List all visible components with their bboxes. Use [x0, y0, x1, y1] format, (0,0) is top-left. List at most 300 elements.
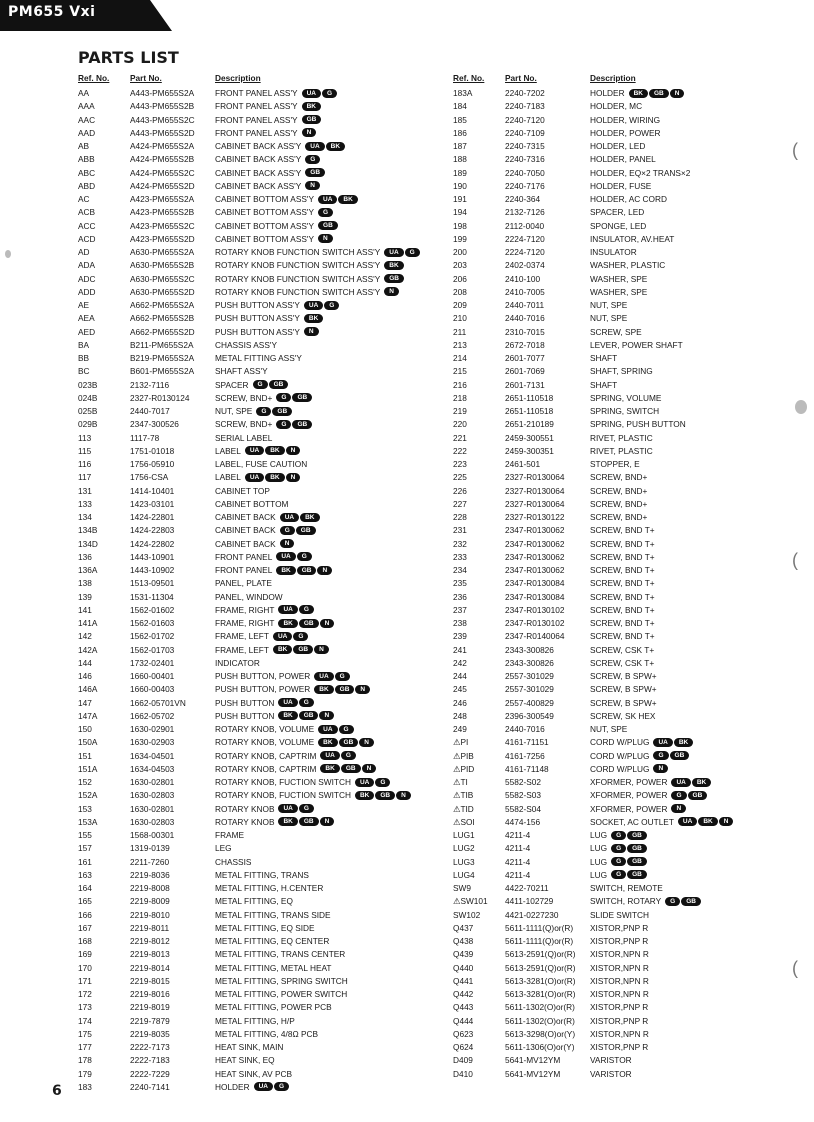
- ref-no: BC: [78, 366, 90, 377]
- region-badge: UA: [273, 632, 292, 641]
- header-ref: Ref. No.: [78, 73, 110, 83]
- region-badge: UA: [276, 552, 295, 561]
- region-tags: [314, 683, 371, 696]
- description: HOLDER: [590, 88, 625, 98]
- ref-no: Q442: [453, 989, 474, 999]
- description-cell: [590, 299, 627, 312]
- region-tags: [245, 445, 301, 458]
- region-badge: G: [274, 1082, 289, 1091]
- ref-no: ABD: [78, 180, 96, 191]
- description-cell: [590, 895, 702, 908]
- description-cell: [590, 670, 657, 683]
- table-row: [78, 140, 438, 153]
- table-row: [78, 909, 438, 922]
- region-tags: [280, 511, 321, 524]
- description-cell: [590, 750, 690, 763]
- part-no: 1634-04503: [130, 763, 175, 774]
- description: METAL FITTING, 4/8Ω PCB: [215, 1028, 319, 1039]
- description-cell: [215, 127, 317, 140]
- description: CABINET BOTTOM ASS'Y: [215, 207, 315, 218]
- description: LEVER, POWER SHAFT: [590, 339, 683, 350]
- table-row: [453, 180, 793, 193]
- part-no: 2240-7141: [130, 1081, 170, 1092]
- region-badge: GB: [302, 115, 322, 124]
- part-no: 5611-1302(O)or(R): [505, 1002, 575, 1013]
- ref-no: ACD: [78, 233, 96, 244]
- table-row: [78, 829, 438, 842]
- region-badge: G: [611, 870, 626, 879]
- table-row: [453, 1068, 793, 1081]
- region-tags: [318, 736, 375, 749]
- description-cell: [590, 697, 657, 710]
- region-badge: G: [299, 804, 314, 813]
- region-tags: [318, 206, 334, 219]
- description: PUSH BUTTON ASS'Y: [215, 300, 300, 310]
- description: CABINET BACK: [215, 525, 276, 536]
- ref-no: 215: [453, 366, 467, 377]
- table-row: [453, 445, 793, 458]
- ref-no: 220: [453, 419, 467, 430]
- part-no: 2219-7879: [130, 1015, 170, 1026]
- region-tags: [355, 776, 391, 789]
- description: SLIDE SWITCH: [590, 909, 650, 920]
- part-no: 1630-02801: [130, 777, 175, 787]
- ref-no: LUG1: [453, 830, 475, 840]
- description: METAL FITTING, EQ: [215, 896, 293, 907]
- region-tags: [278, 816, 335, 829]
- part-no: 2347-R0130084: [505, 591, 565, 602]
- description-cell: [590, 577, 655, 590]
- region-badge: GB: [339, 738, 359, 747]
- region-badge: UA: [305, 142, 324, 151]
- table-row: [453, 538, 793, 551]
- ref-no: 245: [453, 684, 467, 695]
- table-row: [453, 697, 793, 710]
- region-badge: G: [293, 632, 308, 641]
- region-badge: GB: [627, 857, 647, 866]
- description: SWITCH, ROTARY: [590, 896, 662, 907]
- table-row: [78, 405, 438, 418]
- part-no: B601-PM655S2A: [130, 366, 195, 377]
- part-no: 1424-22803: [130, 525, 175, 536]
- description: SCREW, BND T+: [590, 604, 655, 615]
- region-badge: G: [341, 751, 356, 760]
- description-cell: [215, 962, 331, 975]
- part-no: 1756-CSA: [130, 472, 169, 483]
- region-badge: N: [317, 566, 332, 575]
- description-cell: [215, 710, 335, 723]
- description: HOLDER, POWER: [590, 127, 661, 138]
- ref-no: 236: [453, 591, 467, 602]
- part-no: 2672-7018: [505, 339, 545, 350]
- description-cell: [590, 127, 661, 140]
- description-cell: [590, 286, 647, 299]
- region-tags: [276, 418, 313, 431]
- ref-no: 211: [453, 326, 467, 337]
- part-no: 5613-3281(O)or(R): [505, 975, 576, 986]
- part-no: 2347-R0130102: [505, 618, 565, 628]
- table-row: [78, 617, 438, 630]
- part-no: 1630-02803: [130, 790, 175, 801]
- description: SWITCH, REMOTE: [590, 883, 663, 893]
- region-badge: UA: [302, 89, 321, 98]
- table-row: [453, 206, 793, 219]
- description: SCREW, BND T+: [590, 578, 655, 589]
- description: SERIAL LABEL: [215, 432, 273, 443]
- part-no: 1531-11304: [130, 591, 174, 602]
- ref-no: 218: [453, 392, 467, 403]
- table-row: [78, 246, 438, 259]
- region-badge: UA: [304, 301, 323, 310]
- part-no: 1634-04501: [130, 750, 175, 761]
- description-cell: [590, 312, 627, 325]
- table-row: [78, 922, 438, 935]
- description-cell: [215, 697, 315, 710]
- ref-no: 164: [78, 883, 92, 893]
- description: STOPPER, E: [590, 459, 640, 469]
- description: CABINET BACK ASS'Y: [215, 180, 302, 191]
- part-no: A630-PM655S2B: [130, 260, 195, 271]
- part-no: 2440-7017: [130, 406, 170, 416]
- part-no: 2601-7077: [505, 353, 545, 363]
- region-badge: N: [305, 181, 320, 190]
- description: CABINET BACK: [215, 538, 276, 549]
- description-cell: [590, 365, 653, 378]
- ref-no: AEA: [78, 313, 95, 324]
- region-badge: BK: [355, 791, 374, 800]
- region-badge: UA: [318, 195, 337, 204]
- table-row: [78, 114, 438, 127]
- description: SCREW, B SPW+: [590, 697, 657, 708]
- table-row: [78, 842, 438, 855]
- part-no: 2240-7120: [505, 114, 545, 125]
- ref-no: 244: [453, 671, 467, 681]
- region-tags: [611, 829, 648, 842]
- part-no: 1630-02803: [130, 816, 175, 827]
- ref-no: 146: [78, 671, 92, 681]
- table-row: [453, 246, 793, 259]
- part-no: 4211-4: [505, 869, 531, 880]
- region-tags: [384, 286, 400, 299]
- description-cell: [590, 736, 694, 749]
- table-row: [78, 697, 438, 710]
- description: CABINET BOTTOM ASS'Y: [215, 233, 315, 244]
- ref-no: BB: [78, 353, 90, 363]
- table-row: [78, 418, 438, 431]
- part-no: 2219-8012: [130, 936, 170, 946]
- ref-no: 199: [453, 233, 467, 244]
- table-row: [78, 352, 438, 365]
- region-badge: N: [314, 645, 329, 654]
- description-cell: [590, 220, 646, 233]
- description: SCREW, SPE: [590, 326, 642, 337]
- description: SCREW, CSK T+: [590, 644, 655, 655]
- description-cell: [215, 339, 277, 352]
- description: ROTARY KNOB, CAPTRIM: [215, 750, 317, 761]
- ref-no: ABC: [78, 167, 96, 178]
- part-no: 2219-8036: [130, 869, 170, 880]
- region-badge: N: [302, 128, 317, 137]
- ref-no: 151: [78, 750, 92, 761]
- region-tags: [273, 644, 330, 657]
- region-tags: [629, 87, 686, 100]
- ref-no: Q444: [453, 1015, 474, 1026]
- ref-no: 025B: [78, 406, 98, 416]
- scan-mark: (: [792, 958, 798, 978]
- part-no: 2557-400829: [505, 697, 554, 708]
- ref-no: 188: [453, 154, 467, 165]
- table-row: [78, 736, 438, 749]
- description-cell: [215, 485, 270, 498]
- description-cell: [590, 524, 655, 537]
- description: METAL FITTING, TRANS: [215, 869, 309, 880]
- region-badge: G: [253, 380, 268, 389]
- part-no: 2219-8011: [130, 922, 170, 933]
- description-cell: [215, 471, 301, 484]
- region-badge: N: [719, 817, 734, 826]
- part-no: 1756-05910: [130, 459, 175, 469]
- description-cell: [215, 935, 329, 948]
- description: XISTOR,PNP R: [590, 1042, 649, 1052]
- ref-no: AE: [78, 300, 90, 310]
- part-no: 2310-7015: [505, 326, 545, 337]
- description: SHAFT ASS'Y: [215, 366, 268, 377]
- description-cell: [215, 1068, 292, 1081]
- description-cell: [215, 988, 347, 1001]
- region-badge: UA: [245, 473, 264, 482]
- region-badge: N: [396, 791, 411, 800]
- ref-no: Q438: [453, 936, 474, 946]
- region-badge: G: [299, 698, 314, 707]
- description: ROTARY KNOB FUNCTION SWITCH ASS'Y: [215, 260, 381, 271]
- table-row: [78, 577, 438, 590]
- table-row: [78, 1015, 438, 1028]
- ref-no: 178: [78, 1055, 92, 1066]
- ref-no: 191: [453, 194, 467, 204]
- part-no: 1319-0139: [130, 843, 170, 854]
- ref-no: 177: [78, 1042, 92, 1052]
- description-cell: [215, 233, 334, 246]
- part-no: 5611-1302(O)or(R): [505, 1015, 575, 1026]
- description-cell: [215, 816, 335, 829]
- part-no: 2219-8009: [130, 896, 170, 907]
- description: SCREW, SK HEX: [590, 710, 656, 721]
- region-badge: N: [280, 539, 295, 548]
- ref-no: 200: [453, 247, 467, 257]
- ref-no: 115: [78, 445, 92, 456]
- table-header: [453, 72, 793, 87]
- description-cell: [215, 114, 322, 127]
- description-cell: [590, 856, 648, 869]
- table-row: [78, 471, 438, 484]
- ref-no: 190: [453, 180, 467, 191]
- table-row: [453, 988, 793, 1001]
- part-no: 2410-100: [505, 273, 541, 284]
- region-badge: UA: [320, 751, 339, 760]
- table-row: [78, 445, 438, 458]
- description: CHASSIS: [215, 856, 252, 867]
- description: ROTARY KNOB FUNCTION SWITCH ASS'Y: [215, 286, 381, 297]
- table-row: [453, 962, 793, 975]
- description-cell: [215, 789, 412, 802]
- description-cell: [590, 975, 649, 988]
- part-no: 1562-01602: [130, 604, 175, 615]
- ref-no: 225: [453, 472, 467, 483]
- description-cell: [590, 935, 648, 948]
- part-no: 2601-7131: [505, 379, 545, 390]
- description: LABEL, FUSE CAUTION: [215, 459, 308, 469]
- ref-no: ⚠TI: [453, 777, 468, 787]
- region-badge: GB: [305, 168, 325, 177]
- description-cell: [590, 1054, 632, 1067]
- region-tags: [302, 87, 338, 100]
- description-cell: [590, 869, 648, 882]
- ref-no: 166: [78, 909, 92, 920]
- region-badge: N: [359, 738, 374, 747]
- region-tags: [320, 750, 356, 763]
- table-row: [453, 803, 793, 816]
- region-badge: UA: [278, 804, 297, 813]
- description-cell: [590, 644, 654, 657]
- description-cell: [590, 418, 686, 431]
- table-row: [453, 935, 793, 948]
- region-tags: [278, 617, 335, 630]
- ref-no: ADA: [78, 260, 96, 271]
- ref-no: 138: [78, 578, 92, 589]
- description-cell: [590, 485, 647, 498]
- table-row: [453, 1015, 793, 1028]
- part-no: 2347-R0130084: [505, 578, 565, 589]
- region-badge: GB: [292, 393, 312, 402]
- header-desc: Description: [215, 73, 261, 83]
- ref-no: 134B: [78, 525, 98, 536]
- part-no: 2396-300549: [505, 710, 554, 721]
- table-row: [453, 882, 793, 895]
- region-tags: [302, 100, 322, 113]
- region-badge: N: [355, 685, 370, 694]
- part-no: 1662-05701VN: [130, 697, 186, 708]
- ref-no: 147A: [78, 710, 98, 721]
- region-tags: [671, 789, 708, 802]
- part-no: 2240-7316: [505, 154, 545, 165]
- description: SPRING, VOLUME: [590, 392, 662, 403]
- part-no: 2327-R0130122: [505, 512, 565, 522]
- part-no: 5613-2591(Q)or(R): [505, 949, 576, 960]
- region-badge: GB: [688, 791, 708, 800]
- scan-speck: [5, 250, 11, 258]
- table-row: [453, 326, 793, 339]
- part-no: 2240-7176: [505, 180, 545, 191]
- ref-no: 133: [78, 498, 92, 509]
- table-row: [78, 153, 438, 166]
- description-cell: [590, 763, 669, 776]
- part-no: 2219-8014: [130, 962, 170, 973]
- ref-no: BA: [78, 339, 90, 350]
- table-row: [453, 1054, 793, 1067]
- region-tags: [304, 312, 324, 325]
- region-badge: GB: [649, 89, 669, 98]
- table-row: [453, 498, 793, 511]
- region-badge: G: [339, 725, 354, 734]
- table-row: [453, 776, 793, 789]
- part-no: 1117-78: [130, 432, 160, 443]
- description-cell: [215, 683, 371, 696]
- part-no: 4411-102729: [505, 896, 554, 907]
- description-cell: [215, 630, 309, 643]
- table-row: [453, 670, 793, 683]
- description-cell: [215, 750, 357, 763]
- ref-no: ADC: [78, 273, 96, 284]
- description: PANEL, WINDOW: [215, 591, 283, 602]
- header-part: Part No.: [505, 73, 537, 83]
- table-row: [453, 564, 793, 577]
- description: ROTARY KNOB, FUCTION SWITCH: [215, 790, 351, 801]
- ref-no: 141A: [78, 618, 98, 628]
- region-badge: GB: [299, 711, 319, 720]
- description-cell: [215, 259, 405, 272]
- table-row: [453, 114, 793, 127]
- description: SCREW, BND T+: [590, 618, 655, 628]
- table-row: [78, 683, 438, 696]
- table-row: [453, 750, 793, 763]
- table-row: [78, 326, 438, 339]
- description-cell: [590, 405, 659, 418]
- region-badge: GB: [299, 619, 319, 628]
- region-badge: G: [671, 791, 686, 800]
- description-cell: [215, 365, 268, 378]
- ref-no: AAD: [78, 127, 96, 138]
- part-no: 1424-22801: [130, 512, 175, 522]
- description: SCREW, BND+: [590, 485, 648, 496]
- ref-no: 150A: [78, 737, 98, 748]
- description: SCREW, BND T+: [590, 565, 655, 575]
- table-row: [453, 1041, 793, 1054]
- table-row: [453, 458, 793, 471]
- ref-no: 223: [453, 459, 467, 469]
- description-cell: [590, 710, 655, 723]
- description: VARISTOR: [590, 1068, 632, 1079]
- region-tags: [278, 710, 335, 723]
- description: HEAT SINK, EQ: [215, 1055, 275, 1066]
- table-row: [453, 617, 793, 630]
- table-row: [78, 882, 438, 895]
- table-row: [78, 87, 438, 100]
- description: WASHER, PLASTIC: [590, 260, 666, 271]
- ref-no: 238: [453, 618, 467, 628]
- region-tags: [276, 564, 333, 577]
- description: SPACER: [215, 379, 249, 390]
- table-row: [78, 604, 438, 617]
- description: XFORMER, POWER: [590, 777, 668, 787]
- part-no: 5641-MV12YM: [505, 1068, 561, 1079]
- region-tags: [278, 604, 314, 617]
- table-row: [78, 895, 438, 908]
- description: HOLDER: [215, 1081, 250, 1092]
- description-cell: [215, 246, 421, 259]
- description-cell: [590, 630, 655, 643]
- region-badge: BK: [304, 314, 323, 323]
- region-tags: [314, 670, 350, 683]
- table-row: [453, 153, 793, 166]
- ref-no: 141: [78, 604, 92, 615]
- description: ROTARY KNOB, CAPTRIM: [215, 763, 317, 774]
- ref-no: 147: [78, 697, 92, 708]
- ref-no: 024B: [78, 392, 98, 403]
- part-no: 5613-2591(Q)or(R): [505, 962, 576, 973]
- part-no: 1751-01018: [130, 445, 175, 456]
- ref-no: 241: [453, 644, 467, 655]
- description: INDICATOR: [215, 657, 260, 668]
